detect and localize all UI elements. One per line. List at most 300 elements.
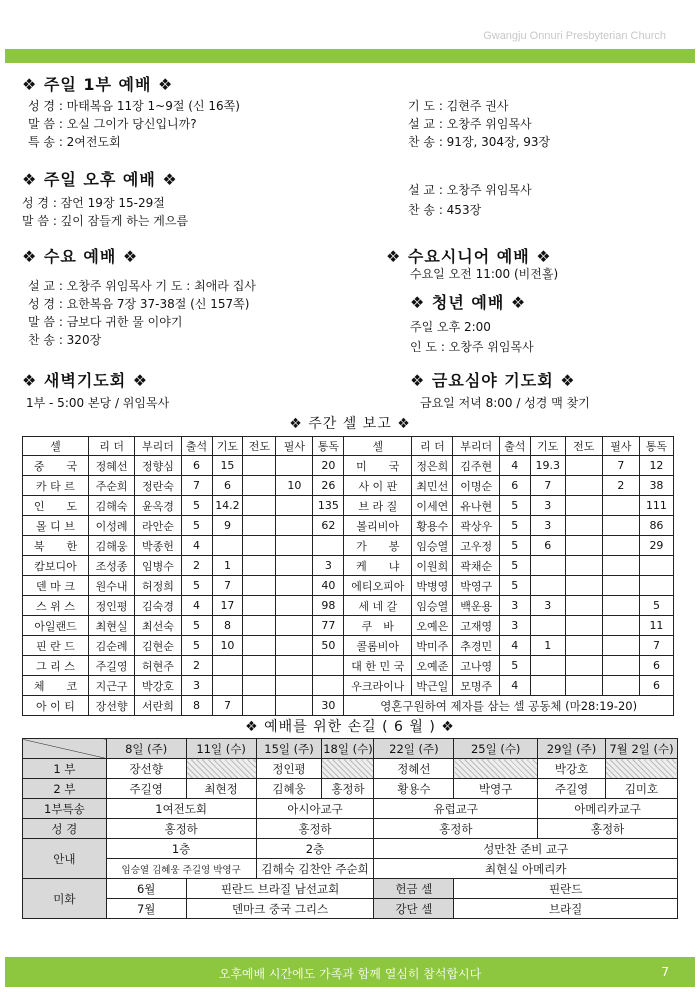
detail-text: 말 씀 : xyxy=(22,214,61,228)
cell-value xyxy=(276,696,313,716)
cell-value xyxy=(276,676,313,696)
detail-text: 2여전도회 xyxy=(66,135,121,149)
hatched-cell xyxy=(186,759,256,779)
sunday-first-service-details xyxy=(28,97,240,151)
detail-line xyxy=(22,194,188,212)
cell-report-title: ❖ 주간 셀 보고 ❖ xyxy=(289,416,411,432)
communion-label: 성만찬 준비 교구 xyxy=(374,839,678,859)
cell-value: 1 xyxy=(212,556,243,576)
hatched-cell xyxy=(605,759,677,779)
cell-value: 주순희 xyxy=(88,476,134,496)
row-label: 미화 xyxy=(23,879,107,919)
cell-value: 라안순 xyxy=(135,516,181,536)
footer-bar xyxy=(5,957,695,987)
cell-value: 유나현 xyxy=(453,496,499,516)
cell-value: 5 xyxy=(181,616,212,636)
cell-name: 브 라 질 xyxy=(344,496,412,516)
cell-value: 박근일 xyxy=(412,676,453,696)
usher-names-row xyxy=(23,859,678,879)
cell-name: 콜롬비아 xyxy=(344,636,412,656)
helper-cell: 덴마크 중국 그리스 xyxy=(186,899,374,919)
column-header: 출석 xyxy=(499,437,530,456)
helper-cell: 박강호 xyxy=(538,759,606,779)
cell-value: 8 xyxy=(181,696,212,716)
detail-text: 특 송 : xyxy=(28,135,67,149)
cell-name: 우크라이나 xyxy=(344,676,412,696)
cell-value: 3 xyxy=(530,516,565,536)
cell-value: 9 xyxy=(212,516,243,536)
cell-value xyxy=(243,576,276,596)
cell-value: 김순례 xyxy=(88,636,134,656)
helper-cell: 아시아교구 xyxy=(256,799,374,819)
helper-cell: 유럽교구 xyxy=(374,799,538,819)
helper-cell: 핀란드 브라질 남선교회 xyxy=(186,879,374,899)
cell-value: 박병영 xyxy=(412,576,453,596)
cell-value xyxy=(212,676,243,696)
table-row xyxy=(23,676,674,696)
cell-name: 캄보디아 xyxy=(23,556,89,576)
helper-cell: 주길영 xyxy=(538,779,606,799)
cell-value: 김주현 xyxy=(453,456,499,476)
church-name: Gwangju Onnuri Presbyterian Church xyxy=(483,30,666,42)
table-row xyxy=(23,476,674,496)
detail-text: 깊이 잠들게 하는 게으름 xyxy=(60,214,189,228)
column-header: 리 더 xyxy=(412,437,453,456)
cell-value xyxy=(565,516,602,536)
column-header: 필사 xyxy=(276,437,313,456)
cell-value: 5 xyxy=(499,556,530,576)
detail-line xyxy=(28,115,240,133)
cell-value: 5 xyxy=(499,536,530,556)
cell-value xyxy=(243,696,276,716)
cell-name: 아일랜드 xyxy=(23,616,89,636)
cell-value xyxy=(243,476,276,496)
cell-report-table xyxy=(22,436,674,716)
helper-cell: 최현실 아메리카 xyxy=(374,859,678,879)
detail-text: 기 도 : xyxy=(408,99,447,113)
cell-value: 고우정 xyxy=(453,536,499,556)
hatched-cell xyxy=(322,759,374,779)
cell-value: 지근구 xyxy=(88,676,134,696)
cell-name: 북 한 xyxy=(23,536,89,556)
cell-value: 7 xyxy=(530,476,565,496)
helper-cell: 홍정하 xyxy=(322,779,374,799)
cell-value xyxy=(313,536,344,556)
row-label: 1 부 xyxy=(23,759,107,779)
cell-value: 5 xyxy=(181,576,212,596)
cell-value: 이명순 xyxy=(453,476,499,496)
cell-value xyxy=(565,536,602,556)
cell-value: 6 xyxy=(639,656,673,676)
helper-cell: 핀란드 xyxy=(454,879,678,899)
cell-name: 사 이 판 xyxy=(344,476,412,496)
cell-value xyxy=(565,656,602,676)
sunday-afternoon-service-title: ❖ 주일 오후 예배 ❖ xyxy=(22,170,178,189)
detail-line xyxy=(408,97,550,115)
column-header: 셀 xyxy=(23,437,89,456)
table-row xyxy=(23,516,674,536)
cell-value: 정인평 xyxy=(88,596,134,616)
detail-text: 오창주 위임목사 xyxy=(446,117,532,131)
pulpit-cell-label: 강단 셀 xyxy=(374,899,454,919)
sunday-first-service-leaders xyxy=(408,97,550,151)
cell-value: 11 xyxy=(639,616,673,636)
cell-value xyxy=(602,496,639,516)
detail-text: 91장, 304장, 93장 xyxy=(446,135,551,149)
cell-value: 최선숙 xyxy=(135,616,181,636)
cell-value: 19.3 xyxy=(530,456,565,476)
column-header: 부리더 xyxy=(135,437,181,456)
cell-value: 2 xyxy=(602,476,639,496)
wednesday-senior-service-title: ❖ 수요시니어 예배 ❖ xyxy=(386,247,552,266)
cell-value: 정은희 xyxy=(412,456,453,476)
cell-value xyxy=(530,676,565,696)
first-service-row xyxy=(23,759,678,779)
cell-value: 박미주 xyxy=(412,636,453,656)
cell-value: 7 xyxy=(639,636,673,656)
cell-value: 모명주 xyxy=(453,676,499,696)
column-header: 전도 xyxy=(243,437,276,456)
cell-value xyxy=(276,496,313,516)
cell-value xyxy=(602,516,639,536)
cell-value: 3 xyxy=(181,676,212,696)
sunday-first-service-title: ❖ 주일 1부 예배 ❖ xyxy=(22,75,174,94)
cell-name: 쿠 바 xyxy=(344,616,412,636)
column-header: 리 더 xyxy=(88,437,134,456)
cell-value xyxy=(565,576,602,596)
cell-value: 3 xyxy=(313,556,344,576)
cell-value: 임승열 xyxy=(412,596,453,616)
cell-value: 26 xyxy=(313,476,344,496)
cell-value xyxy=(602,596,639,616)
floor-label: 1층 xyxy=(106,839,256,859)
cell-value xyxy=(602,676,639,696)
cell-value: 2 xyxy=(181,556,212,576)
cell-name: 인 도 xyxy=(23,496,89,516)
cell-value: 6 xyxy=(181,456,212,476)
cell-value: 10 xyxy=(276,476,313,496)
table-row xyxy=(23,656,674,676)
detail-line: 인 도 : 오창주 위임목사 xyxy=(410,340,534,354)
cell-value xyxy=(212,536,243,556)
cell-value xyxy=(276,596,313,616)
cell-value: 조성종 xyxy=(88,556,134,576)
second-service-row xyxy=(23,779,678,799)
column-header: 전도 xyxy=(565,437,602,456)
date-cell: 18일 (수) xyxy=(322,739,374,759)
cell-value xyxy=(276,616,313,636)
cell-value: 박종헌 xyxy=(135,536,181,556)
detail-line: 성 경 : 요한복음 7장 37-38절 (신 157쪽) xyxy=(28,297,250,311)
helper-cell: 아메리카교구 xyxy=(538,799,678,819)
detail-text: 453장 xyxy=(446,203,482,217)
beautification-row-july xyxy=(23,899,678,919)
cell-value xyxy=(602,556,639,576)
cell-motto: 영혼구원하여 제자를 삼는 셀 공동체 (마28:19-20) xyxy=(344,696,674,716)
youth-service-details xyxy=(410,318,534,356)
cell-value: 고나영 xyxy=(453,656,499,676)
helper-cell: 1여전도회 xyxy=(106,799,256,819)
detail-text: 설 교 : xyxy=(408,117,447,131)
cell-value: 2 xyxy=(181,656,212,676)
header-diagonal-cell xyxy=(23,739,107,759)
cell-name: 케 냐 xyxy=(344,556,412,576)
cell-value xyxy=(276,536,313,556)
cell-value xyxy=(565,556,602,576)
cell-value xyxy=(212,656,243,676)
cell-value xyxy=(243,456,276,476)
cell-value: 7 xyxy=(212,576,243,596)
cell-name: 세 네 갈 xyxy=(344,596,412,616)
cell-value: 10 xyxy=(212,636,243,656)
cell-value xyxy=(565,636,602,656)
date-cell: 8일 (주) xyxy=(106,739,186,759)
sunday-afternoon-service-details xyxy=(22,194,188,230)
helper-cell: 김혜웅 xyxy=(256,779,322,799)
wednesday-senior-service-time: 수요일 오전 11:00 (비전홀) xyxy=(410,267,559,281)
wednesday-service-title: ❖ 수요 예배 ❖ xyxy=(22,247,139,266)
detail-text: 마태복음 11장 1~9절 (신 16쪽) xyxy=(66,99,240,113)
detail-line xyxy=(408,115,550,133)
cell-value xyxy=(530,656,565,676)
cell-value xyxy=(243,516,276,536)
cell-value: 4 xyxy=(499,676,530,696)
row-label: 성 경 xyxy=(23,819,107,839)
cell-value: 정혜선 xyxy=(88,456,134,476)
cell-name: 미 국 xyxy=(344,456,412,476)
cell-value: 이원희 xyxy=(412,556,453,576)
scripture-row xyxy=(23,819,678,839)
cell-value xyxy=(565,476,602,496)
cell-value: 30 xyxy=(313,696,344,716)
detail-text: 김현주 권사 xyxy=(446,99,509,113)
cell-value: 허현주 xyxy=(135,656,181,676)
cell-value: 황용수 xyxy=(412,516,453,536)
cell-value xyxy=(530,576,565,596)
detail-text: 성 경 : xyxy=(22,196,61,210)
cell-value: 장선향 xyxy=(88,696,134,716)
cell-value: 3 xyxy=(499,616,530,636)
cell-value xyxy=(276,656,313,676)
sunday-afternoon-service-leaders xyxy=(408,181,532,219)
helper-cell: 최현정 xyxy=(186,779,256,799)
cell-value: 임병수 xyxy=(135,556,181,576)
cell-value: 3 xyxy=(530,596,565,616)
cell-value xyxy=(243,656,276,676)
cell-value: 임승열 xyxy=(412,536,453,556)
cell-value: 17 xyxy=(212,596,243,616)
cell-value: 정란숙 xyxy=(135,476,181,496)
detail-line: 설 교 : 오창주 위임목사 기 도 : 최애라 집사 xyxy=(28,279,256,293)
helper-cell: 김미호 xyxy=(605,779,677,799)
cell-value: 서란희 xyxy=(135,696,181,716)
table-row xyxy=(23,596,674,616)
cell-value xyxy=(565,676,602,696)
cell-value: 6 xyxy=(212,476,243,496)
cell-value: 김해웅 xyxy=(88,536,134,556)
cell-value xyxy=(313,676,344,696)
cell-value: 38 xyxy=(639,476,673,496)
cell-value: 4 xyxy=(181,596,212,616)
cell-value xyxy=(276,456,313,476)
friday-night-prayer-title: ❖ 금요심야 기도회 ❖ xyxy=(410,371,576,390)
cell-value: 오예은 xyxy=(412,616,453,636)
cell-value xyxy=(639,576,673,596)
cell-value: 이세연 xyxy=(412,496,453,516)
date-cell: 22일 (주) xyxy=(374,739,454,759)
helper-cell: 장선향 xyxy=(106,759,186,779)
cell-value: 최현실 xyxy=(88,616,134,636)
dates-row xyxy=(23,739,678,759)
cell-value: 6 xyxy=(499,476,530,496)
cell-value xyxy=(530,556,565,576)
cell-value: 고재영 xyxy=(453,616,499,636)
cell-value: 6 xyxy=(639,676,673,696)
cell-name: 아 이 티 xyxy=(23,696,89,716)
detail-text: 찬 송 : xyxy=(408,203,447,217)
wednesday-service-details xyxy=(28,277,256,349)
cell-value xyxy=(243,636,276,656)
cell-name: 덴 마 크 xyxy=(23,576,89,596)
table-header-row xyxy=(23,437,674,456)
cell-name: 몰 디 브 xyxy=(23,516,89,536)
column-header: 필사 xyxy=(602,437,639,456)
detail-line xyxy=(408,201,532,219)
beautification-row-june xyxy=(23,879,678,899)
cell-name: 체 코 xyxy=(23,676,89,696)
cell-value: 5 xyxy=(181,516,212,536)
detail-line: 찬 송 : 320장 xyxy=(28,333,102,347)
detail-text: 말 씀 : xyxy=(28,117,67,131)
table-row xyxy=(23,556,674,576)
cell-value xyxy=(565,596,602,616)
cell-value xyxy=(243,536,276,556)
table-row xyxy=(23,456,674,476)
detail-line: 주일 오후 2:00 xyxy=(410,320,491,334)
cell-value xyxy=(313,656,344,676)
cell-value: 29 xyxy=(639,536,673,556)
cell-value xyxy=(565,616,602,636)
cell-value: 김현순 xyxy=(135,636,181,656)
table-row xyxy=(23,636,674,656)
cell-value: 윤옥경 xyxy=(135,496,181,516)
cell-value: 박강호 xyxy=(135,676,181,696)
dawn-prayer-title: ❖ 새벽기도회 ❖ xyxy=(22,371,149,390)
detail-text: 설 교 : xyxy=(408,183,447,197)
footer-message: 오후예배 시간에도 가족과 함께 열심히 참석합시다 xyxy=(218,967,482,981)
cell-value xyxy=(243,496,276,516)
special-song-row xyxy=(23,799,678,819)
youth-service-title: ❖ 청년 예배 ❖ xyxy=(410,293,527,312)
helper-cell: 정인평 xyxy=(256,759,322,779)
column-header: 셀 xyxy=(344,437,412,456)
table-row xyxy=(23,496,674,516)
cell-value: 정향심 xyxy=(135,456,181,476)
helper-cell: 주길영 xyxy=(106,779,186,799)
date-cell: 11일 (수) xyxy=(186,739,256,759)
column-header: 기도 xyxy=(212,437,243,456)
cell-value: 5 xyxy=(181,636,212,656)
column-header: 통독 xyxy=(639,437,673,456)
table-row xyxy=(23,616,674,636)
header-bar xyxy=(5,49,695,63)
detail-text: 오창주 위임목사 xyxy=(446,183,532,197)
dawn-prayer-details: 1부 - 5:00 본당 / 위임목사 xyxy=(26,396,170,410)
helper-cell: 황용수 xyxy=(374,779,454,799)
cell-name: 에티오피아 xyxy=(344,576,412,596)
cell-value xyxy=(602,576,639,596)
cell-value: 김해숙 xyxy=(88,496,134,516)
date-cell: 25일 (수) xyxy=(454,739,538,759)
cell-value: 5 xyxy=(639,596,673,616)
cell-value xyxy=(565,456,602,476)
detail-text: 성 경 : xyxy=(28,99,67,113)
hatched-cell xyxy=(454,759,538,779)
cell-name: 핀 란 드 xyxy=(23,636,89,656)
cell-value: 3 xyxy=(499,596,530,616)
cell-value: 김숙경 xyxy=(135,596,181,616)
detail-line xyxy=(408,133,550,151)
cell-value: 7 xyxy=(602,456,639,476)
cell-value: 최민선 xyxy=(412,476,453,496)
table-row xyxy=(23,576,674,596)
cell-value xyxy=(639,556,673,576)
column-header: 통독 xyxy=(313,437,344,456)
detail-text: 잠언 19장 15-29절 xyxy=(60,196,165,210)
cell-value: 8 xyxy=(212,616,243,636)
cell-value: 1 xyxy=(530,636,565,656)
detail-text: 오실 그이가 당신입니까? xyxy=(66,117,197,131)
cell-value: 원수내 xyxy=(88,576,134,596)
helper-cell: 홍정하 xyxy=(538,819,678,839)
row-label: 1부특송 xyxy=(23,799,107,819)
cell-value: 5 xyxy=(499,656,530,676)
cell-value: 111 xyxy=(639,496,673,516)
cell-value: 5 xyxy=(181,496,212,516)
table-row xyxy=(23,536,674,556)
helper-cell: 김해숙 김찬안 주순희 xyxy=(256,859,374,879)
detail-line xyxy=(408,181,532,199)
cell-value xyxy=(276,636,313,656)
floor-label: 2층 xyxy=(256,839,374,859)
cell-value: 15 xyxy=(212,456,243,476)
detail-line: 말 씀 : 금보다 귀한 물 이야기 xyxy=(28,315,183,329)
cell-value xyxy=(276,516,313,536)
cell-value xyxy=(602,656,639,676)
cell-value: 5 xyxy=(499,516,530,536)
cell-value: 5 xyxy=(499,576,530,596)
cell-value: 50 xyxy=(313,636,344,656)
cell-value: 7 xyxy=(212,696,243,716)
detail-line xyxy=(28,133,240,151)
cell-value xyxy=(243,596,276,616)
cell-value: 62 xyxy=(313,516,344,536)
friday-night-prayer-details: 금요일 저녁 8:00 / 성경 맥 찾기 xyxy=(420,396,590,410)
offering-cell-label: 헌금 셀 xyxy=(374,879,454,899)
cell-name: 볼리비아 xyxy=(344,516,412,536)
cell-value: 오예준 xyxy=(412,656,453,676)
service-helpers-title: ❖ 예배를 위한 손길 ( 6 월 ) ❖ xyxy=(245,719,455,735)
helper-cell: 정혜선 xyxy=(374,759,454,779)
cell-value xyxy=(602,536,639,556)
month-cell: 6월 xyxy=(106,879,186,899)
cell-name: 그 리 스 xyxy=(23,656,89,676)
cell-value: 4 xyxy=(499,636,530,656)
cell-value: 6 xyxy=(530,536,565,556)
cell-name: 가 봉 xyxy=(344,536,412,556)
usher-floor-row xyxy=(23,839,678,859)
cell-value: 12 xyxy=(639,456,673,476)
